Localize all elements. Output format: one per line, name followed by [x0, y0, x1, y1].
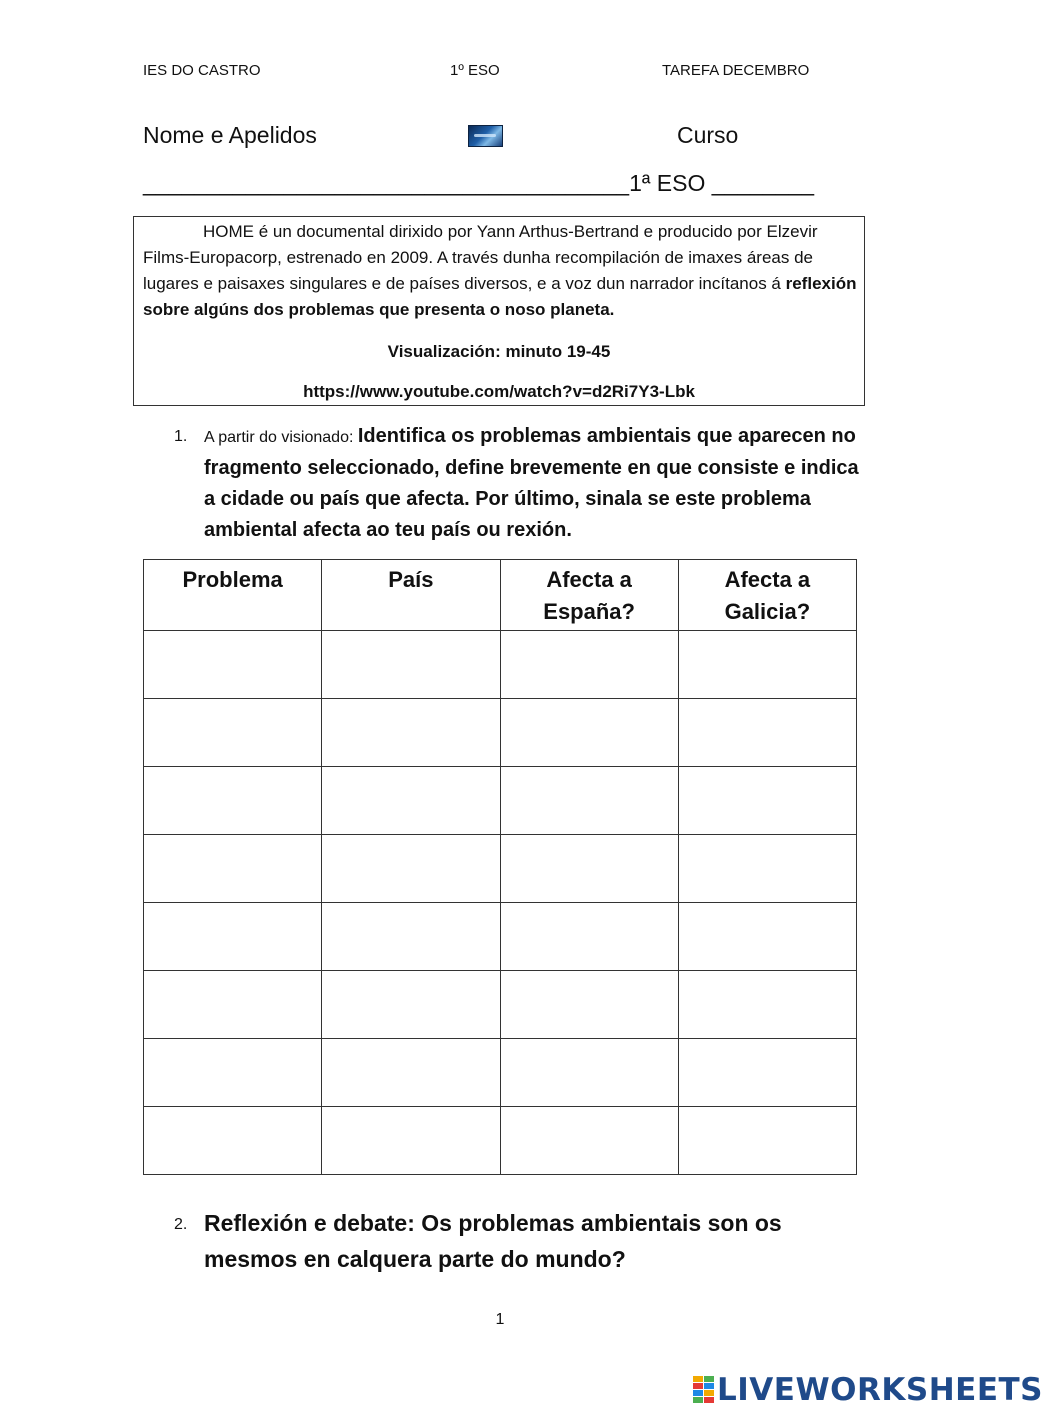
table-row [144, 767, 857, 835]
header-afecta-espana: Afecta a España? [500, 560, 678, 631]
table-row [144, 631, 857, 699]
question1-lead: A partir do visionado: [204, 429, 358, 446]
table-cell[interactable] [678, 835, 856, 903]
intro-box [133, 216, 865, 406]
intro-text [143, 219, 857, 323]
table-cell[interactable] [144, 903, 322, 971]
table-cell[interactable] [500, 1039, 678, 1107]
table-cell[interactable] [500, 631, 678, 699]
header-task: TAREFA DECEMBRO [662, 62, 810, 79]
table-row [144, 971, 857, 1039]
course-label: Curso [677, 122, 739, 148]
table-cell[interactable] [144, 767, 322, 835]
table-cell[interactable] [144, 631, 322, 699]
table-cell[interactable] [678, 1039, 856, 1107]
table-row [144, 835, 857, 903]
table-cell[interactable] [500, 835, 678, 903]
table-cell[interactable] [500, 699, 678, 767]
table-cell[interactable] [322, 699, 500, 767]
name-course-line: ______________________________________1ª ESO ________ [143, 170, 815, 196]
question1-body: Identifica os problemas ambientais que aparecen no fragmento seleccionado, define brevemente en que consiste e indica a cidade ou país que afecta. Por último, sinala se este problema ambiental afecta ao teu país ou rexión. [204, 425, 859, 541]
header-course: 1º ESO [450, 62, 500, 79]
question1-number: 1. [174, 428, 188, 445]
table-row [144, 699, 857, 767]
table-row [144, 903, 857, 971]
liveworksheets-text: LIVEWORKSHEETS [717, 1372, 1043, 1408]
table-cell[interactable] [322, 1039, 500, 1107]
table-cell[interactable] [678, 971, 856, 1039]
table-cell[interactable] [678, 903, 856, 971]
page-number: 1 [495, 1311, 505, 1328]
table-cell[interactable] [500, 971, 678, 1039]
table-cell[interactable] [144, 835, 322, 903]
visualization-text: Visualización: minuto 19-45 [387, 342, 611, 361]
question2-text: Reflexión e debate: Os problemas ambientais son os mesmos en calquera parte do mundo? [204, 1210, 782, 1272]
table-cell[interactable] [322, 631, 500, 699]
intro-bold: reflexión sobre algúns dos problemas que presenta o noso planeta. [143, 274, 857, 319]
table-cell[interactable] [678, 699, 856, 767]
table-row [144, 1107, 857, 1175]
header-school: IES DO CASTRO [143, 62, 261, 79]
table-cell[interactable] [144, 1107, 322, 1175]
liveworksheets-watermark [693, 1373, 1043, 1407]
header-afecta-galicia: Afecta a Galicia? [678, 560, 856, 631]
table-header-row [144, 560, 857, 631]
table-row [144, 1039, 857, 1107]
home-film-logo-icon [468, 125, 503, 147]
table-cell[interactable] [678, 767, 856, 835]
table-cell[interactable] [322, 835, 500, 903]
table-cell[interactable] [322, 1107, 500, 1175]
table-cell[interactable] [500, 903, 678, 971]
table-cell[interactable] [322, 903, 500, 971]
header-pais: País [322, 560, 500, 631]
table-cell[interactable] [144, 699, 322, 767]
name-label: Nome e Apelidos [143, 122, 317, 148]
table-cell[interactable] [500, 1107, 678, 1175]
table-cell[interactable] [144, 1039, 322, 1107]
table-cell[interactable] [678, 631, 856, 699]
intro-normal: HOME é un documental dirixido por Yann Arthus-Bertrand e producido por Elzevir Films-Europacorp, estrenado en 2009. A través dunha recompilación de imaxes áreas de lugares e paisaxes singulares e de países diversos, e a voz dun narrador incítanos á [143, 222, 818, 293]
liveworksheets-logo-icon [693, 1376, 715, 1404]
table-cell[interactable] [500, 767, 678, 835]
table-cell[interactable] [322, 767, 500, 835]
problems-table [143, 559, 857, 1175]
table-cell[interactable] [322, 971, 500, 1039]
header-problema: Problema [144, 560, 322, 631]
video-url[interactable]: https://www.youtube.com/watch?v=d2Ri7Y3-Lbk [303, 382, 695, 401]
table-cell[interactable] [678, 1107, 856, 1175]
question2-number: 2. [174, 1216, 188, 1233]
question1-text [204, 421, 864, 546]
table-cell[interactable] [144, 971, 322, 1039]
